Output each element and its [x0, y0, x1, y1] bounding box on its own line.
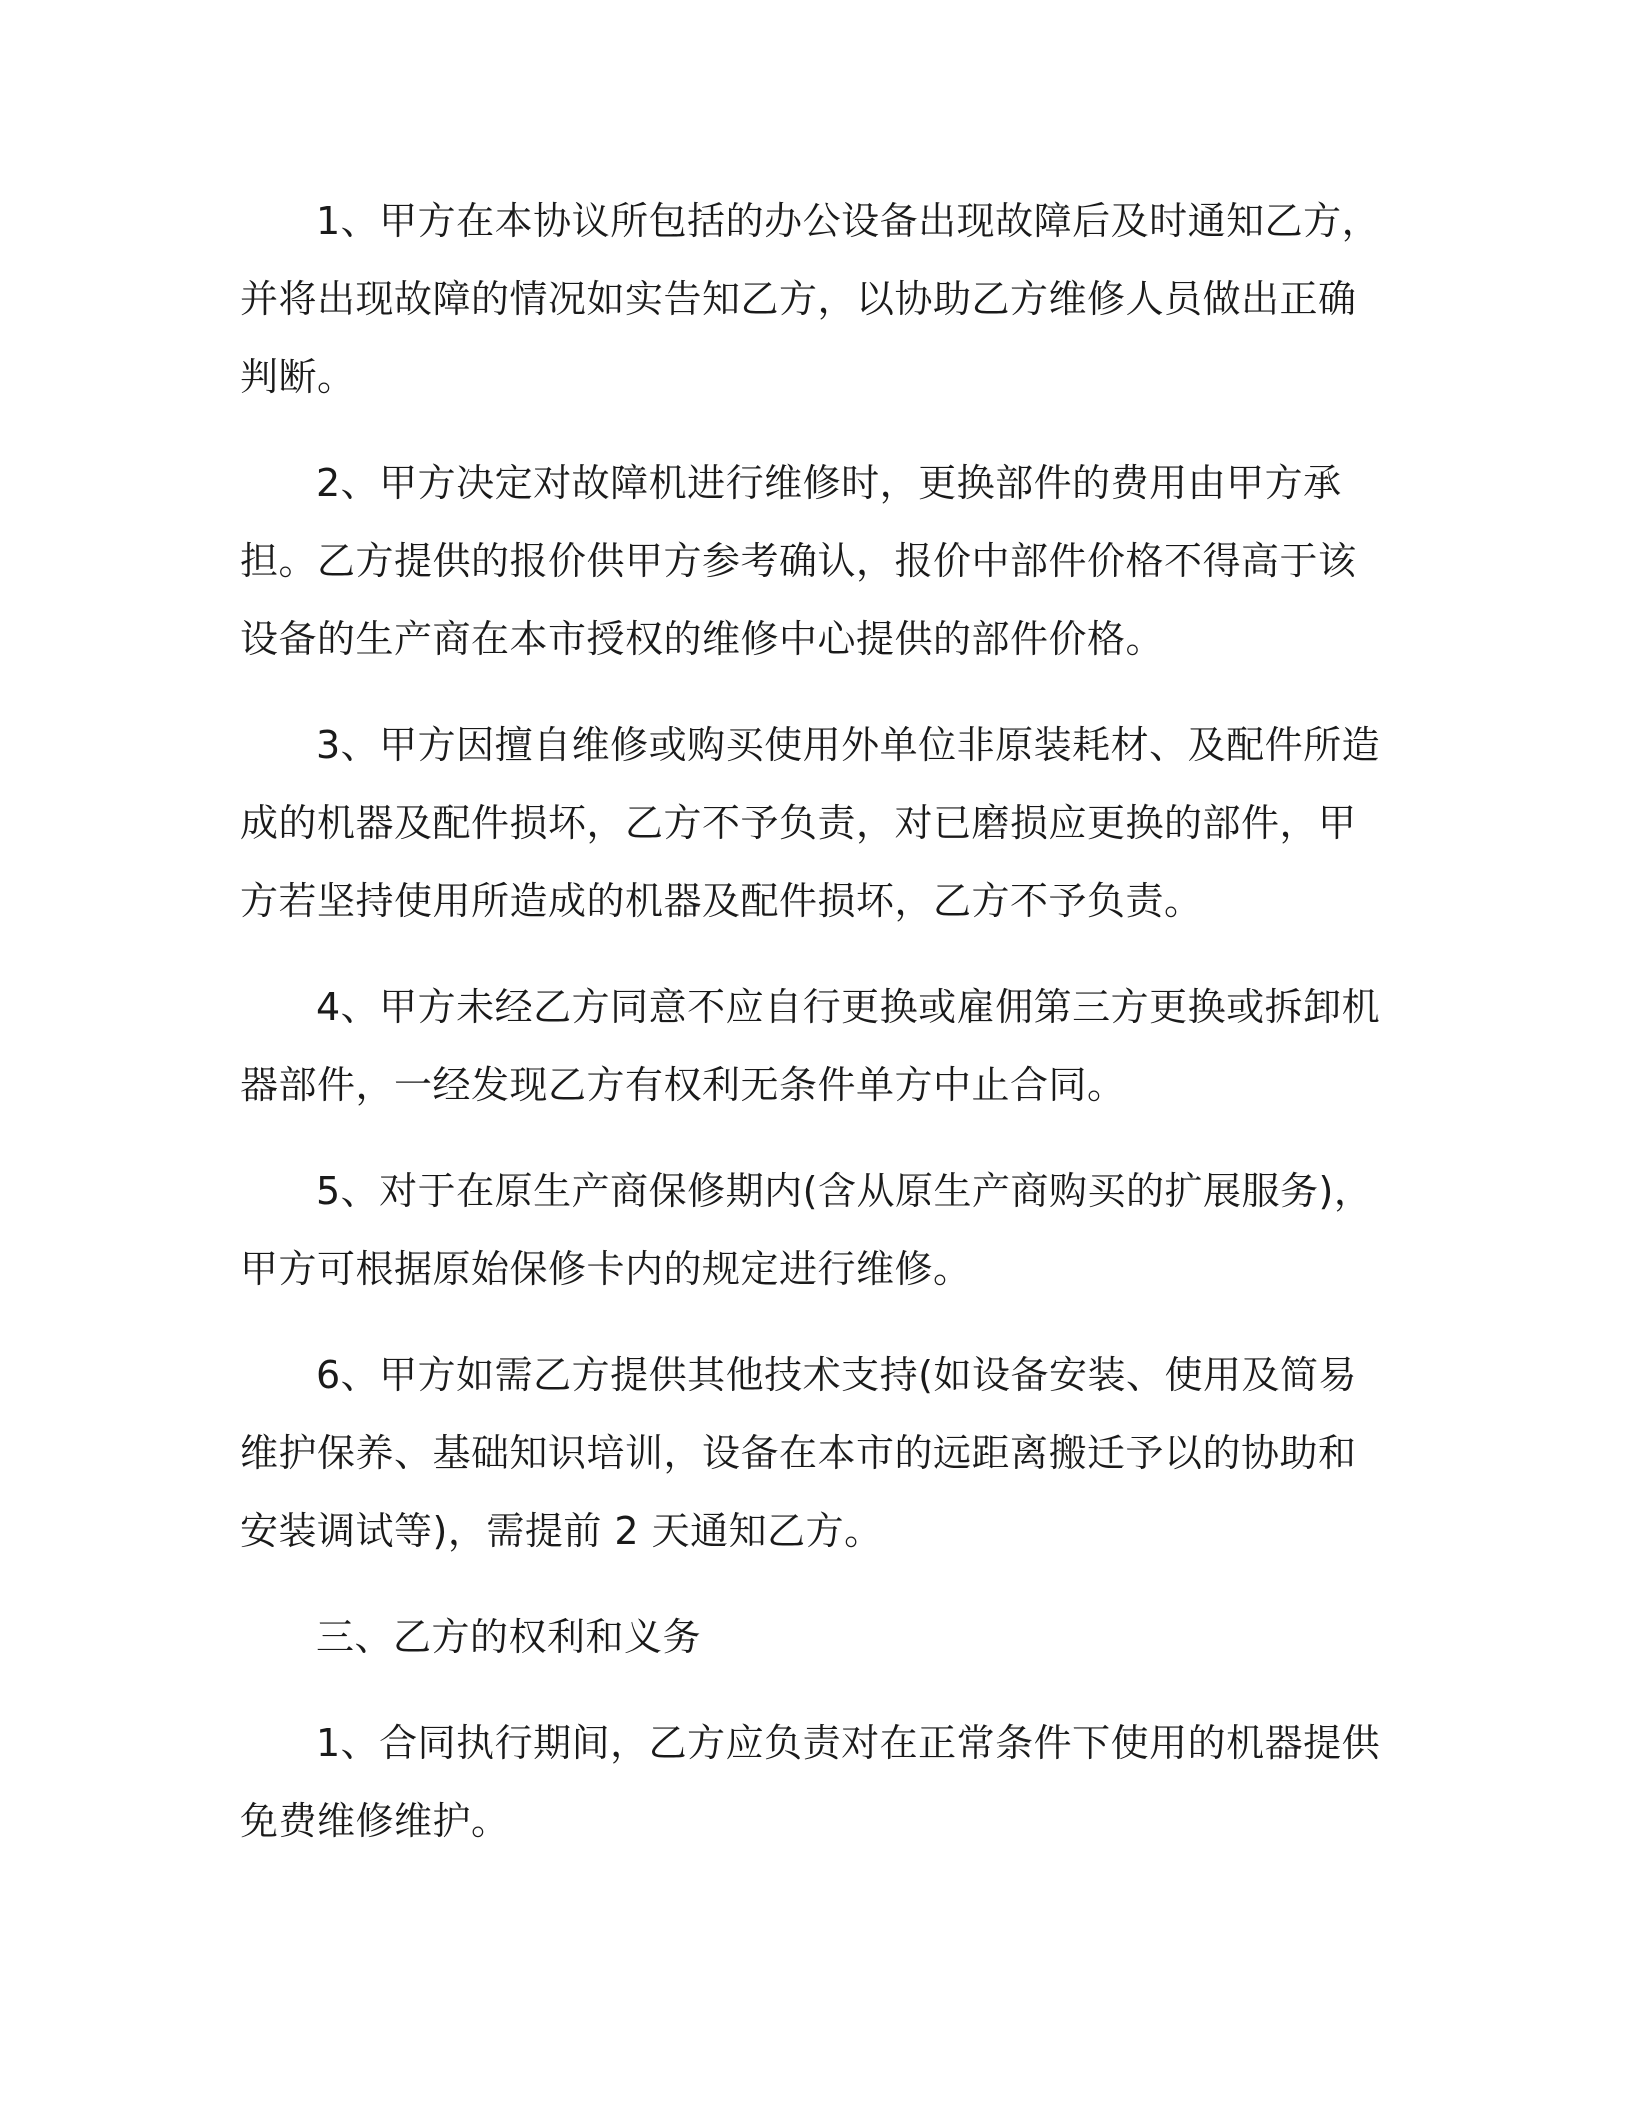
clause-b1-free-maintenance: 1、合同执行期间，乙方应负责对在正常条件下使用的机器提供免费维修维护。 — [240, 1721, 1381, 1843]
section-heading-party-b-rights: 三、乙方的权利和义务 — [316, 1615, 702, 1659]
clause-2-parts-cost: 2、甲方决定对故障机进行维修时，更换部件的费用由甲方承担。乙方提供的报价供甲方参考确认，报价中部件价格不得高于该设备的生产商在本市授权的维修中心提供的部件价格。 — [240, 461, 1357, 661]
clause-6-technical-support: 6、甲方如需乙方提供其他技术支持(如设备安装、使用及简易维护保养、基础知识培训，设备在本市的远距离搬迁予以的协助和安装调试等)，需提前 2 天通知乙方。 — [240, 1353, 1358, 1553]
document-body — [240, 182, 1388, 1888]
clause-1-notify-faults: 1、甲方在本协议所包括的办公设备出现故障后及时通知乙方，并将出现故障的情况如实告知乙方，以协助乙方维修人员做出正确判断。 — [240, 199, 1381, 399]
clause-4-third-party-replacement: 4、甲方未经乙方同意不应自行更换或雇佣第三方更换或拆卸机器部件，一经发现乙方有权利无条件单方中止合同。 — [240, 985, 1381, 1107]
clause-5-warranty-period: 5、对于在原生产商保修期内(含从原生产商购买的扩展服务)，甲方可根据原始保修卡内的规定进行维修。 — [240, 1169, 1373, 1291]
clause-3-unauthorized-repair: 3、甲方因擅自维修或购买使用外单位非原装耗材、及配件所造成的机器及配件损坏，乙方不予负责，对已磨损应更换的部件，甲方若坚持使用所造成的机器及配件损坏，乙方不予负责。 — [240, 723, 1381, 923]
